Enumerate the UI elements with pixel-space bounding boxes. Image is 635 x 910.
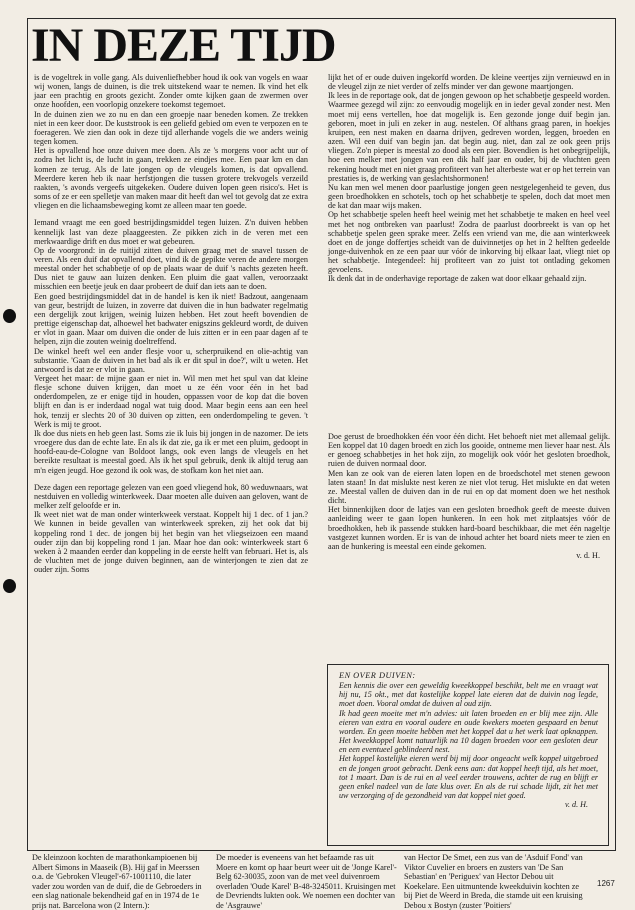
- right-column: [328, 73, 610, 284]
- paragraph: Ik denk dat in de onderhavige reportage de zaken wat door elkaar gehaald zijn.: [328, 274, 587, 284]
- paragraph: lijkt het of er oude duiven ingekorfd worden. De kleine veertjes zijn vernieuwd en in de vleugel zijn ze niet verder of zelfs minder ver dan gewone maartjongen.: [328, 73, 610, 92]
- box-signature: v. d. H.: [564, 800, 588, 810]
- paragraph: De winkel heeft wel een ander flesje voor u, scherpruikend en olie-achtig van substantie. 'Gaan de duiven in het bad als ik er dit spul in doe?', wilt u weten. Het antwoord is dat ze er vlot in gaan.: [34, 346, 308, 374]
- left-column: [34, 73, 308, 574]
- paragraph: Het binnenkijken door de latjes van een gesloten broedhok geeft de meeste duiven aanleiding weer te gaan lopen hunkeren. In een hok met zitplaatsjes vóór de broedhokken, heb ik passende stukken hard-board beschikbaar, die met één nageltje vastgezet kunnen worden. Er is van de inhoud achter het board niets meer te zien en aan de hunkering is meestal een einde gekomen.: [328, 505, 610, 551]
- box-heading: EN OVER DUIVEN:: [339, 671, 416, 680]
- box-paragraph: Een kennis die over een geweldig kweekkoppel beschikt, belt me en vraagt wat hij nu, 15 okt., met dat kostelijke koppel late eieren dat de duivin nog legde, moet doen. Vooral omdat de duiven al oud zijn.: [339, 681, 598, 709]
- paragraph: Ik doe dus niets en heb geen last. Soms zie ik luis bij jongen in de nazomer. De iets vroegere dus dan de echte late. En als ik dat zie, ga ik er met een pluim, gedoopt in hoofd-eau-de-Cologne van Boldoot langs, ook even langs de vleugels en het bereikte resultaat is meestal goed. Als ik het spul gebruik, denk ik altijd terug aan m'n eigen jeugd. Hoe gezond ik ook was, de stofkam kon het niet aan.: [34, 428, 308, 475]
- punch-hole: [3, 579, 16, 593]
- bottom-column-3: van Hector De Smet, een zus van de 'Asduif Fond' van Viktor Cuvelier en broers en zusters van 'De San Sebastian' en 'Periguex' van Hector Debou uit Koekelare. Een uitmuntende kweekduivin kochten ze bij Piet de Weerd in Breda, die stamde uit een kruising Debou x Bostyn (zuster 'Poitiers': [404, 853, 583, 910]
- paragraph: is de vogeltrek in volle gang. Als duivenliefhebber houd ik ook van vogels en waar wij wonen, langs de duinen, is die trek uitstekend waar te nemen. Ik vind het elk jaar een prachtig en groots gezicht. Zonder omte kijken gaan de zwermen over onze hoofden, een voorlopig onzekere toekomst tegemoet.: [34, 73, 308, 110]
- paragraph: Nu kan men wel menen door paarlustige jongen geen nestgelegenheid te geven, dus geen broedhokken en schotels, toch op het schabbetje te spelen, doch dat moet men de kat dan maar wijs maken.: [328, 182, 610, 211]
- paragraph: Vergeet het maar: de mijne gaan er niet in. Wil men met het spul van dat kleine flesje schone duiven krijgen, dan moet u ze één voor één in het bad onderdompelen, ze er enige tijd in houden, oppassen voor de kop dat die boven blijft en dan is er inderdaad nogal wat tuig dood. Maar begin eens aan een heel hok, tenzij er slechts 20 of 30 duiven op zitten, een onderdompeling te geven. 't Werk is mij te groot.: [34, 374, 308, 429]
- bottom-column-1: De kleinzoon kochten de marathonkampioenen bij Albert Simons in Maaseik (B). Hij gaf in Meerssen o.a. de 'Gebroken Vleugel'-67-1001110, die later vader zou worden van de duif, die de Gebroeders in een slag nationale bekendheid gaf en in 1974 de 1e prijs nat. Barcelona won (2 Intern.):: [32, 853, 202, 910]
- paragraph: Een goed bestrijdingsmiddel dat in de handel is ken ik niet! Badzout, aangenaam van geur, bestrijdt de luizen, in zoverre dat duiven die in hun badwater regelmatig een dergelijk zout krijgen, weinig luizen hebben. Het zout heeft bovendien de prettige eigenschap dat, alhoewel het badwater enigszins gekleurd wordt, de duiven er vlot in gaan. Maar om duiven die onder de luis zitten er in een paar dagen af te helpen, zijn die zouten weinig doeltreffend.: [34, 291, 308, 347]
- paragraph: Het is opvallend hoe onze duiven mee doen. Als ze 's morgens voor acht uur of zodra het licht is, de lucht in gaan, trekken ze eindjes mee. Een paar km en dan komen ze terug. Als de late jongen op de vleugels komen, is dat opvallend. Meerdere keren heb ik naar herfstjongen die tussen grotere trekvogels verzeild raakten, 's avonds vergeefs uitgekeken. Oudere duiven lopen geen risico's. Het is soms of ze er een spelletje van maken maar dit heeft dan wel tot gevolg dat ze extra vliegen en die lichaamsbeweging komt ze alleen maar ten goede.: [34, 146, 308, 211]
- box-paragraph: Het koppel kostelijke eieren werd bij mij door ongeacht welk koppel uitgebroed en de jongen groot gebracht. Denk eens aan: dat koppel heeft tijd, als het moet, tot 1 maart. Dan is de rui en al veel eerder trouwens, achter de rug en blijft er geen enkel nadeel van de late klus over. En als de rui schade lijdt, zit het met uw verzorging of de gezondheid van dat koppel niet goed.: [339, 754, 598, 801]
- paragraph: In de duinen zien we zo nu en dan een groepje naar beneden komen. Ze trekken niet in een keer door. De kuststrook is een geliefd gebied om even te verpozen en te foerageren. We zien dan ook in deze tijd allerhande vogels die we anders weinig tegen komen.: [34, 109, 308, 147]
- paragraph: Doe gerust de broedhokken één voor één dicht. Het behoeft niet met allemaal gelijk. Een koppel dat 10 dagen broedt en zich los gooide, ontneme men liever haar nest. Als er genoeg schabbetjes in het hok zijn, zo mogelijk ook vóór het gesloten broedhok, ruien de duiven normaal door.: [328, 432, 610, 469]
- paragraph: Ik weet niet wat de man onder winterkweek verstaat. Koppelt hij 1 dec. of 1 jan.? We kunnen in beide gevallen van winterkweek spreken, zij het ook dat bij koppeling rond 1 dec. de jongen bij het begin van het vliegseizoen een maand ouder zijn dan bij koppeling rond 1 jan. Maar hoe dan ook: winterkweek start 6 weken à 2 maanden eerder dan koppeling in de eerste helft van februari. Het is, als de vluchten met de jonge duiven beginnen, aan de winterjongen te zien dat ze ouder zijn. Soms: [34, 510, 308, 575]
- right-column-continued: [328, 432, 610, 560]
- article-title: IN DEZE TIJD: [31, 19, 336, 72]
- box-paragraph: Ik had geen moeite met m'n advies: uit laten broeden en er blij mee zijn. Alle eieren van extra en vooral oudere en oude kwekers moeten gespaard en benut worden. En geen moeite hebben met het koppel dat u het werk laat opknappen. Het kweekkoppel komt natuurlijk na 10 dagen broeden voor een gesloten deur en een eventueel geblindeerd nest.: [339, 708, 598, 755]
- bottom-column-2: De moeder is eveneens van het befaamde ras uit Moere en komt op haar beurt weer uit de 'Jonge Karel'-Belg 62-30035, zoon van de met veel duivenroem overladen 'Oude Karel' B-48-3245011. Kruisingen met de Devriendts lukten ook. We noemen een dochter van de 'Asgrauwe': [216, 853, 397, 910]
- author-signature: v. d. H.: [576, 551, 600, 561]
- punch-hole: [3, 309, 16, 323]
- paragraph: Men kan ze ook van de eieren laten lopen en de broedschotel met stenen gewoon laten staan! In dat mislukte nest keren ze niet vlot terug. Het mislukte en dat weten ze. Meestal vallen de duiven dan in de rui en op dat moment doen we het nesthok dicht.: [328, 468, 610, 506]
- paragraph: Op het schabbetje spelen heeft heel weinig met het schabbetje te maken en heel veel met het nog ontbreken van paarlust! Zodra de paarlust doorbreekt is van op het schabbetje spelen geen sprake meer. Zelfs een vriend van me, die aan winterkweek doet en de jonge doffertjes scheidt van de duivinnetjes op het in 2 helften gedeelde jonge-duivenhok en ze een paar uur vóór de inkorving bij elkaar laat, vliegt niet op het schabbetje. Integendeel: hij profiteert van zo juist tot ontlading gekomen gevoelens.: [328, 210, 610, 275]
- page-number: 1267: [597, 879, 615, 888]
- sidebar-box: [327, 664, 609, 846]
- paragraph: Deze dagen een reportage gelezen van een goed vliegend hok, 80 weduwnaars, wat nestduiven en volledig winterkweek. Daar moeten alle duiven aan geloven, want de melker zelf geloofde er in.: [34, 482, 308, 511]
- paragraph: Op de voorgrond: in de ruitijd zitten de duiven graag met de snavel tussen de veren. Als een duif dat opvallend doet, vind ik de gepikte veren de andere morgen meestal onder het schabbetje of op de plaats waar de duif 's nachts gezeten heeft. Dus niet te gauw aan luizen denken. Een pluim die gaat vallen, veroorzaakt misschien een beetje jeuk en daar probeert de duif dan iets aan te doen.: [34, 245, 308, 292]
- paragraph: Iemand vraagt me een goed bestrijdingsmiddel tegen luizen. Z'n duiven hebben kennelijk last van deze plaaggeesten. Ze pikken zich in de veren met een merkwaardige drift en dus moet er wat gebeuren.: [34, 218, 308, 246]
- paragraph: Ik lees in de reportage ook, dat de jongen gewoon op het schabbetje gespeeld worden. Waarmee gezegd wil zijn: zo eenvoudig mogelijk en in ieder geval zonder nest. Men moet mij eens vertellen, hoe dat mogelijk is. Een gezonde jonge duif begin jan. geboren, moet in juli en zeker in aug. nestelen. Of althans graag paren, in hoekjes kruipen, een nest maken en daarna drijven, gedreven worden, leggen, broeden en azen. Wil een duif van begin jan. dat begin aug. niet, dan zal ze ook geen prijs vliegen. Zo'n pieper is meestal zo dood als een pier. Bovendien is het onbegrijpelijk, hoe een melker met jongen van een dik half jaar en ouder, bij de vluchten geen rekening houdt met en niet graag profiteert van het alterbeste wat er op het terrein van prestaties is, de werking van geslachtshormonen!: [328, 91, 610, 183]
